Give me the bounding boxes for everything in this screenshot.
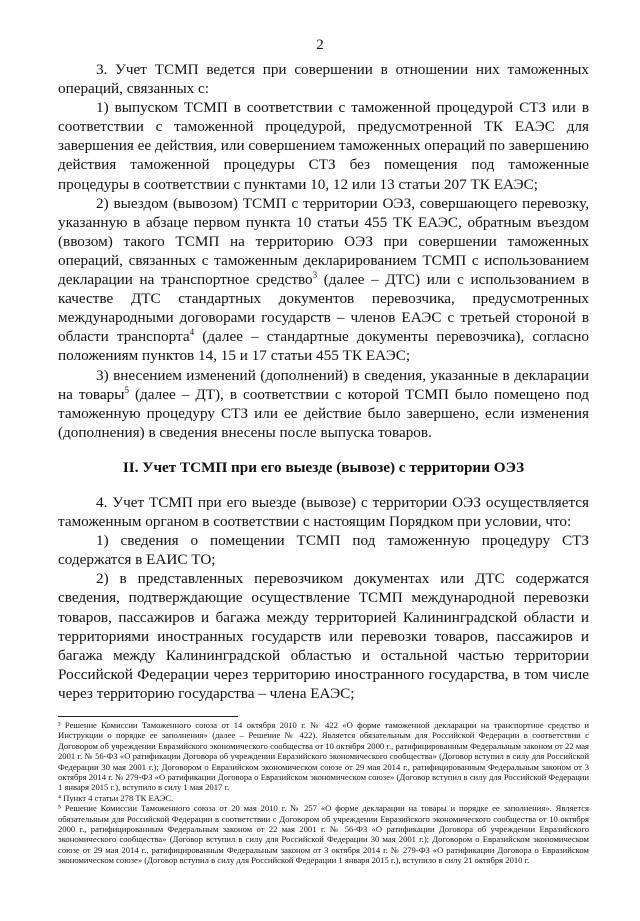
paragraph-3-item-2-text-b: (далее – ДТС) или с использованием в качестве ДТС стандартных документов перевозчика, предусмотренных международными договорами государств – членов ЕАЭС с третьей стороной в области транспорта — [58, 271, 589, 346]
paragraph-3-item-3 — [58, 366, 589, 442]
footnotes-block — [58, 716, 589, 866]
footnote-ref-4[interactable]: 4 — [189, 327, 195, 338]
paragraph-3-item-2-text-a: 2) выездом (вывозом) ТСМП с территории ОЭЗ, совершающего перевозку, указанную в абзаце первом пункта 10 статьи 455 ТК ЕАЭС, обратным въездом (ввозом) такого ТСМП на территорию ОЭЗ при совершении таможенных операций, связанных с таможенным декларированием ТСМП с использованием декларации на транспортное средство — [58, 194, 589, 289]
document-body — [58, 60, 589, 703]
footnote-ref-5[interactable]: 5 — [124, 384, 129, 395]
paragraph-4-item-1: 1) сведения о помещении ТСМП под таможенную процедуру СТЗ содержатся в ЕАИС ТО; — [58, 532, 589, 569]
paragraph-3-intro: 3. Учет ТСМП ведется при совершении в отношении них таможенных операций, связанных с: — [58, 61, 589, 98]
section-2-heading: II. Учет ТСМП при его выезде (вывозе) с территории ОЭЗ — [122, 458, 525, 476]
paragraph-3-item-3-text-a: 3) внесением изменений (дополнений) в сведения, указанные в декларации на товары — [58, 366, 589, 403]
paragraph-3-item-1: 1) выпуском ТСМП в соответствии с таможенной процедурой СТЗ или в соответствии с таможенной процедурой, предусмотренной ТК ЕАЭС для завершения ее действия, или совершением таможенных операций по завершению действия таможенной процедуры СТЗ без помещения под таможенные процедуры в соответствии с пунктами 10, 12 или 13 статьи 207 ТК ЕАЭС; — [58, 99, 589, 193]
footnote-5: ⁵ Решение Комиссии Таможенного союза от 20 мая 2010 г. № 257 «О форме декларации на товары и порядке ее заполнения». Является обязательным для Российской Федерации в соответствии с Договором об учреждении Евразийского экономического сообщества от 10 октября 2000 г., ратифицированным Федеральным законом от 22 мая 2001 г. № 56-ФЗ «О ратификации Договора об учреждении Евразийского экономического сообщества» (Договор вступил в силу для Российской Федерации 30 мая 2001 г.); Договором о Евразийском экономическом союзе от 29 мая 2014 г., ратифицированным Федеральным законом от 3 октября 2014 г. № 279-ФЗ «О ратификации Договора о Евразийском экономическом союзе» (Договор вступил в силу для Российской Федерации 1 января 2015 г.), вступило в силу 21 октября 2010 г. — [58, 803, 589, 866]
paragraph-4-intro: 4. Учет ТСМП при его выезде (вывозе) с территории ОЭЗ осуществляется таможенным органом в соответствии с настоящим Порядком при условии, что: — [58, 493, 589, 531]
paragraph-3-item-2 — [58, 194, 589, 366]
paragraph-3-item-2-text-c: (далее – стандартные документы перевозчика), согласно положениям пунктов 14, 15 и 17 статьи 455 ТК ЕАЭС; — [58, 328, 589, 365]
footnote-divider — [58, 716, 238, 717]
footnote-4: ⁴ Пункт 4 статьи 278 ТК ЕАЭС. — [58, 792, 174, 803]
footnote-3: ³ Решение Комиссии Таможенного союза от 14 октября 2010 г. № 422 «О форме таможенной декларации на транспортное средство и Инструкции о порядке ее заполнения» (далее – Решение № 422). Является обязательным для Российской Федерации в соответствии с Договором об учреждении Евразийского экономического сообщества от 10 октября 2000 г., ратифицированным Федеральным законом от 22 мая 2001 г. № 56-ФЗ «О ратификации Договора об учреждении Евразийского экономического сообщества» (Договор вступил в силу для Российской Федерации 30 мая 2001 г.); Договором о Евразийском экономическом союзе от 29 мая 2014 г., ратифицированным Федеральным законом от 3 октября 2014 г. № 279-ФЗ «О ратификации Договора о Евразийском экономическом союзе» (Договор вступил в силу для Российской Федерации 1 января 2015 г.), вступило в силу 1 мая 2017 г. — [58, 720, 589, 793]
paragraph-3-item-3-text-b: (далее – ДТ), в соответствии с которой ТСМП было помещено под таможенную процедуру СТЗ или ее действие было завершено, если изменения (дополнения) в сведения внесены после выпуска товаров. — [58, 385, 589, 441]
paragraph-4-item-2: 2) в представленных перевозчиком документах или ДТС содержатся сведения, подтверждающие осуществление ТСМП международной перевозки товаров, пассажиров и багажа между территорией Калининградской области и территориями иностранных государств или перевозки товаров, пассажиров и багажа между Калининградской областью и остальной частью территории Российской Федерации через территорию иностранного государства, в том числе через территорию государства – члена ЕАЭС; — [58, 570, 589, 702]
page-number: 2 — [316, 37, 324, 53]
footnote-ref-3[interactable]: 3 — [312, 269, 318, 280]
